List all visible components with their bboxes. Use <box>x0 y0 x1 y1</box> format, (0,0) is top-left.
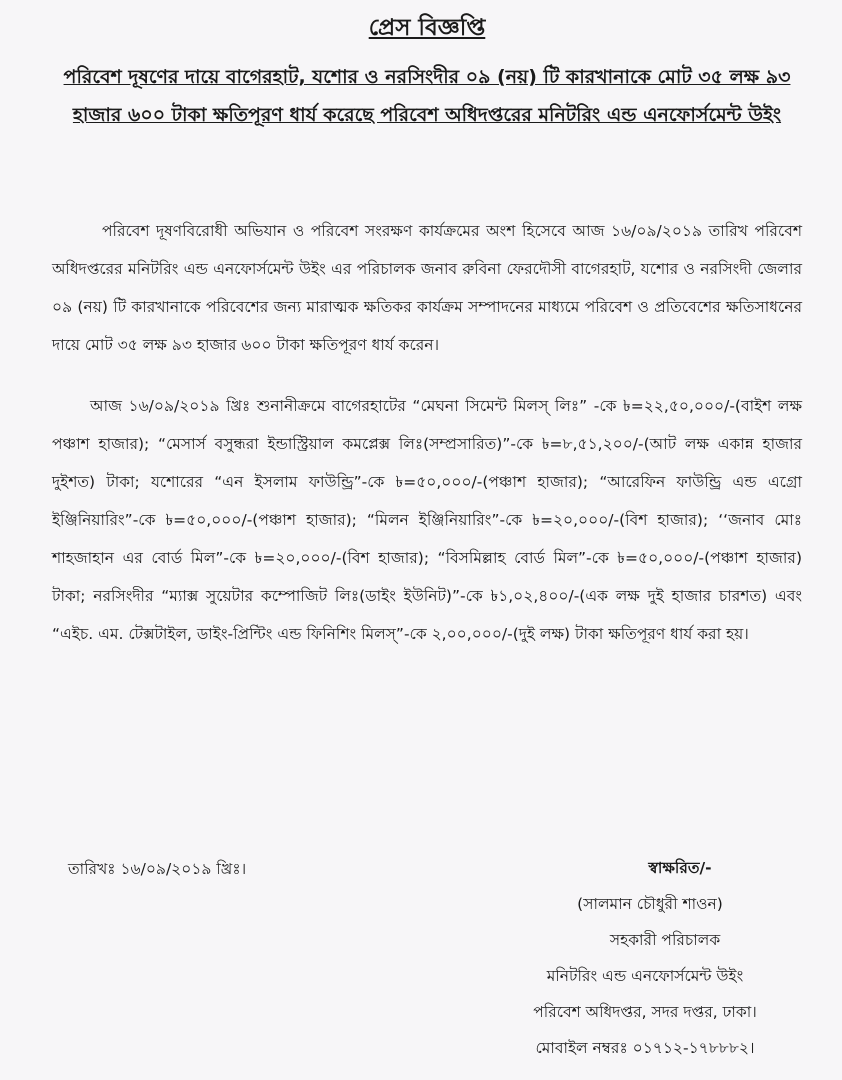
signatory-name: (সালমান চৌধুরী শাওন) <box>577 895 723 913</box>
signatory-office: পরিবেশ অধিদপ্তর, সদর দপ্তর, ঢাকা। <box>533 1003 757 1021</box>
body-paragraph-2: আজ ১৬/০৯/২০১৯ খ্রিঃ শুনানীক্রমে বাগেরহাটের “মেঘনা সিমেন্ট মিলস্ লিঃ” -কে ৳=২২,৫০,০০০/-(বাইশ লক্ষ পঞ্চাশ হাজার); “মেসার্স বসুন্ধরা ইন্ডাস্ট্রিয়াল কমপ্লেক্স লিঃ(সম্প্রসারিত)”-কে ৳=৮,৫১,২০০/-(আট লক্ষ একান্ন হাজার দুইশত) টাকা; যশোরের “এন ইসলাম ফাউন্ড্রি”-কে ৳=৫০,০০০/-(পঞ্চাশ হাজার); “আরেফিন ফাউন্ড্রি এন্ড এগ্রো ইঞ্জিনিয়ারিং”-কে ৳=৫০,০০০/-(পঞ্চাশ হাজার); “মিলন ইঞ্জিনিয়ারিং”-কে ৳=২০,০০০/-(বিশ হাজার); ‘‘জনাব মোঃ শাহজাহান এর বোর্ড মিল”-কে ৳=২০,০০০/-(বিশ হাজার); “বিসমিল্লাহ বোর্ড মিল”-কে ৳=৫০,০০০/-(পঞ্চাশ হাজার) টাকা; নরসিংদীর “ম্যাক্স সুয়েটার কম্পোজিট লিঃ(ডাইং ইউনিট)”-কে ৳১,০২,৪০০/-(এক লক্ষ দুই হাজার চারশত) এবং “এইচ. এম. টেক্সটাইল, ডাইং-প্রিন্টিং এন্ড ফিনিশিং মিলস্”-কে ২,০০,০০০/-(দুই লক্ষ) টাকা ক্ষতিপূরণ ধার্য করা হয়। <box>52 397 802 643</box>
document-title: প্রেস বিজ্ঞপ্তি <box>368 15 486 41</box>
signed-mark: স্বাক্ষরিত/- <box>648 859 712 877</box>
issue-date: তারিখঃ ১৬/০৯/২০১৯ খ্রিঃ। <box>68 860 247 878</box>
headline: পরিবেশ দূষণের দায়ে বাগেরহাট, যশোর ও নরসিংদীর ০৯ (নয়) টি কারখানাকে মোট ৩৫ লক্ষ ৯৩ হাজার ৬০০ টাকা ক্ষতিপূরণ ধার্য করেছে পরিবেশ অধিদপ্তরের মনিটরিং এন্ড এনফোর্সমেন্ট উইং <box>63 66 791 126</box>
document-footer <box>0 850 842 1080</box>
signature-block <box>470 850 820 1066</box>
signatory-wing: মনিটরিং এন্ড এনফোর্সমেন্ট উইং <box>546 967 744 985</box>
signatory-mobile: মোবাইল নম্বরঃ ০১৭১২-১৭৮৮৮২। <box>535 1039 755 1057</box>
body-paragraph-1: পরিবেশ দূষণবিরোধী অভিযান ও পরিবেশ সংরক্ষণ কার্যক্রমের অংশ হিসেবে আজ ১৬/০৯/২০১৯ তারিখ পরিবেশ অধিদপ্তরের মনিটরিং এন্ড এনফোর্সমেন্ট উইং এর পরিচালক জনাব রুবিনা ফেরদৌসী বাগেরহাট, যশোর ও নরসিংদী জেলার ০৯ (নয়) টি কারখানাকে পরিবেশের জন্য মারাত্মক ক্ষতিকর কার্যক্রম সম্পাদনের মাধ্যমে পরিবেশ ও প্রতিবেশের ক্ষতিসাধনের দায়ে মোট ৩৫ লক্ষ ৯৩ হাজার ৬০০ টাকা ক্ষতিপূরণ ধার্য করেন। <box>52 222 802 354</box>
signatory-designation: সহকারী পরিচালক <box>609 931 721 949</box>
